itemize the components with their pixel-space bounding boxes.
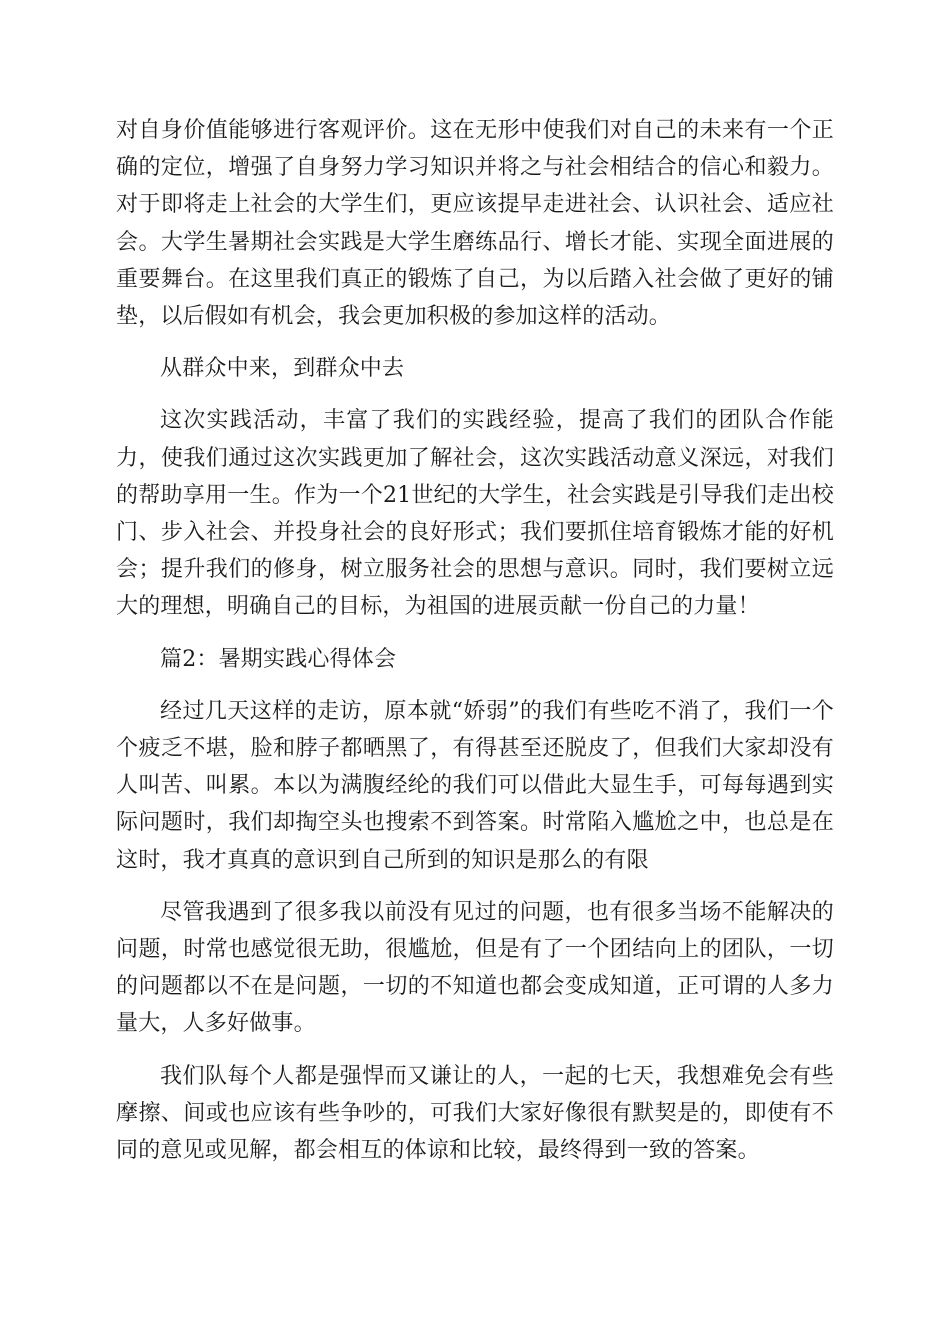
paragraph-continuation: 对自身价值能够进行客观评价。这在无形中使我们对自己的未来有一个正确的定位，增强了自身努力学习知识并将之与社会相结合的信心和毅力。对于即将走上社会的大学生们，更应该提早走进社会、认识社会、适应社会。大学生暑期社会实践是大学生磨练品行、增长才能、实现全面进展的重要舞台。在这里我们真正的锻炼了自己，为以后踏入社会做了更好的铺垫，以后假如有机会，我会更加积极的参加这样的活动。 — [116, 118, 834, 330]
paragraph-team: 我们队每个人都是强悍而又谦让的人，一起的七天，我想难免会有些摩擦、间或也应该有些争吵的，可我们大家好像很有默契是的，即使有不同的意见或见解，都会相互的体谅和比较，最终得到一致的答案。 — [116, 1063, 834, 1164]
paragraph-problems: 尽管我遇到了很多我以前没有见过的问题，也有很多当场不能解决的问题，时常也感觉很无助，很尴尬，但是有了一个团结向上的团队，一切的问题都以不在是问题，一切的不知道也都会变成知道，正可谓的人多力量大，人多好做事。 — [116, 899, 834, 1037]
paragraph-practice-activity: 这次实践活动，丰富了我们的实践经验，提高了我们的团队合作能力，使我们通过这次实践更加了解社会，这次实践活动意义深远，对我们的帮助享用一生。作为一个21世纪的大学生，社会实践是引导我们走出校门、步入社会、并投身社会的良好形式；我们要抓住培育锻炼才能的好机会；提升我们的修身，树立服务社会的思想与意识。同时，我们要树立远大的理想，明确自己的目标，为祖国的进展贡献一份自己的力量！ — [116, 408, 834, 620]
section-heading-from-the-masses: 从群众中来，到群众中去 — [160, 356, 405, 382]
paragraph-visits: 经过几天这样的走访，原本就“娇弱”的我们有些吃不消了，我们一个个疲乏不堪，脸和脖子都晒黑了，有得甚至还脱皮了，但我们大家却没有人叫苦、叫累。本以为满腹经纶的我们可以借此大显生手，可每每遇到实际问题时，我们却掏空头也搜索不到答案。时常陷入尴尬之中，也总是在这时，我才真真的意识到自己所到的知识是那么的有限 — [116, 698, 834, 873]
section-heading-article-2: 篇2：暑期实践心得体会 — [160, 646, 397, 672]
document-body — [116, 112, 834, 1184]
